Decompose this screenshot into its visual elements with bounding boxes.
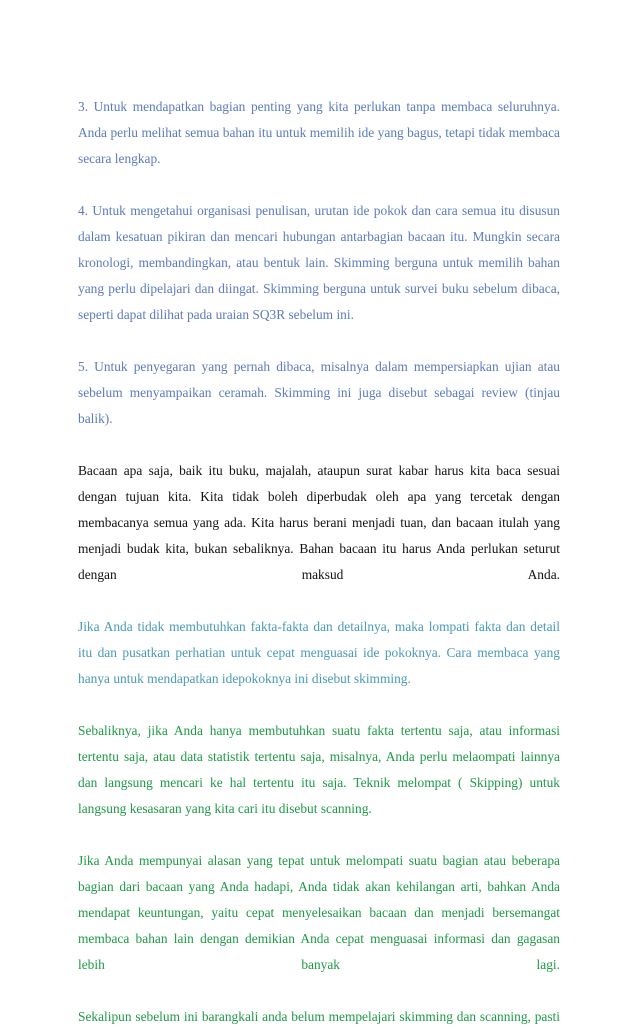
paragraph-gap (78, 978, 560, 1004)
paragraph-point-5: 5. Untuk penyegaran yang pernah dibaca, misalnya dalam mempersiapkan ujian atau sebelum menyampaikan ceramah. Skimming ini juga disebut sebagai review (tinjau balik). (78, 359, 560, 426)
paragraph-sekalipun: Sekalipun sebelum ini barangkali anda belum mempelajari skimming dan scanning, pasti (78, 1009, 560, 1024)
paragraph-point-4: 4. Untuk mengetahui organisasi penulisan, urutan ide pokok dan cara semua itu disusun dalam kesatuan pikiran dan mencari hubungan antarbagian bacaan itu. Mungkin secara kronologi, membandingkan, atau bentuk lain. Skimming berguna untuk memilih bahan yang perlu dipelajari dan diingat. Skimming berguna untuk survei buku sebelum dibaca, seperti dapat dilihat pada uraian SQ3R sebelum ini. (78, 203, 560, 322)
paragraph-gap (78, 328, 560, 354)
paragraph-gap (78, 692, 560, 718)
paragraph-scanning-definition: Sebaliknya, jika Anda hanya membutuhkan suatu fakta tertentu saja, atau informasi tertentu saja, atau data statistik tertentu saja, misalnya, Anda perlu melaompati lainnya dan langsung mencari ke hal tertentu itu saja. Teknik melompat ( Skipping) untuk langsung kesasaran yang kita cari itu disebut scanning. (78, 723, 560, 816)
paragraph-alasan: Jika Anda mempunyai alasan yang tepat untuk melompati suatu bagian atau beberapa bagian dari bacaan yang Anda hadapi, Anda tidak akan kehilangan arti, bahkan Anda mendapat keuntungan, yaitu cepat menyelesaikan bacaan dan menjadi bersemangat membaca bahan lain dengan demikian Anda cepat menguasai informasi dan gagasan lebih banyak lagi. (78, 853, 560, 972)
paragraph-gap (78, 432, 560, 458)
paragraph-gap (78, 588, 560, 614)
paragraph-bacaan: Bacaan apa saja, baik itu buku, majalah, ataupun surat kabar harus kita baca sesuai dengan tujuan kita. Kita tidak boleh diperbudak oleh apa yang tercetak dengan membacanya semua yang ada. Kita harus berani menjadi tuan, dan bacaan itulah yang menjadi budak kita, bukan sebaliknya. Bahan bacaan itu harus Anda perlukan seturut dengan maksud Anda. (78, 463, 560, 582)
paragraph-skimming-definition: Jika Anda tidak membutuhkan fakta-fakta dan detailnya, maka lompati fakta dan detail itu dan pusatkan perhatian untuk cepat menguasai ide pokoknya. Cara membaca yang hanya untuk mendapatkan idepokoknya ini disebut skimming. (78, 619, 560, 686)
paragraph-point-3: 3. Untuk mendapatkan bagian penting yang kita perlukan tanpa membaca seluruhnya. Anda perlu melihat semua bahan itu untuk memilih ide yang bagus, tetapi tidak membaca secara lengkap. (78, 99, 560, 166)
document-page (78, 94, 560, 1030)
paragraph-gap (78, 172, 560, 198)
paragraph-gap (78, 822, 560, 848)
